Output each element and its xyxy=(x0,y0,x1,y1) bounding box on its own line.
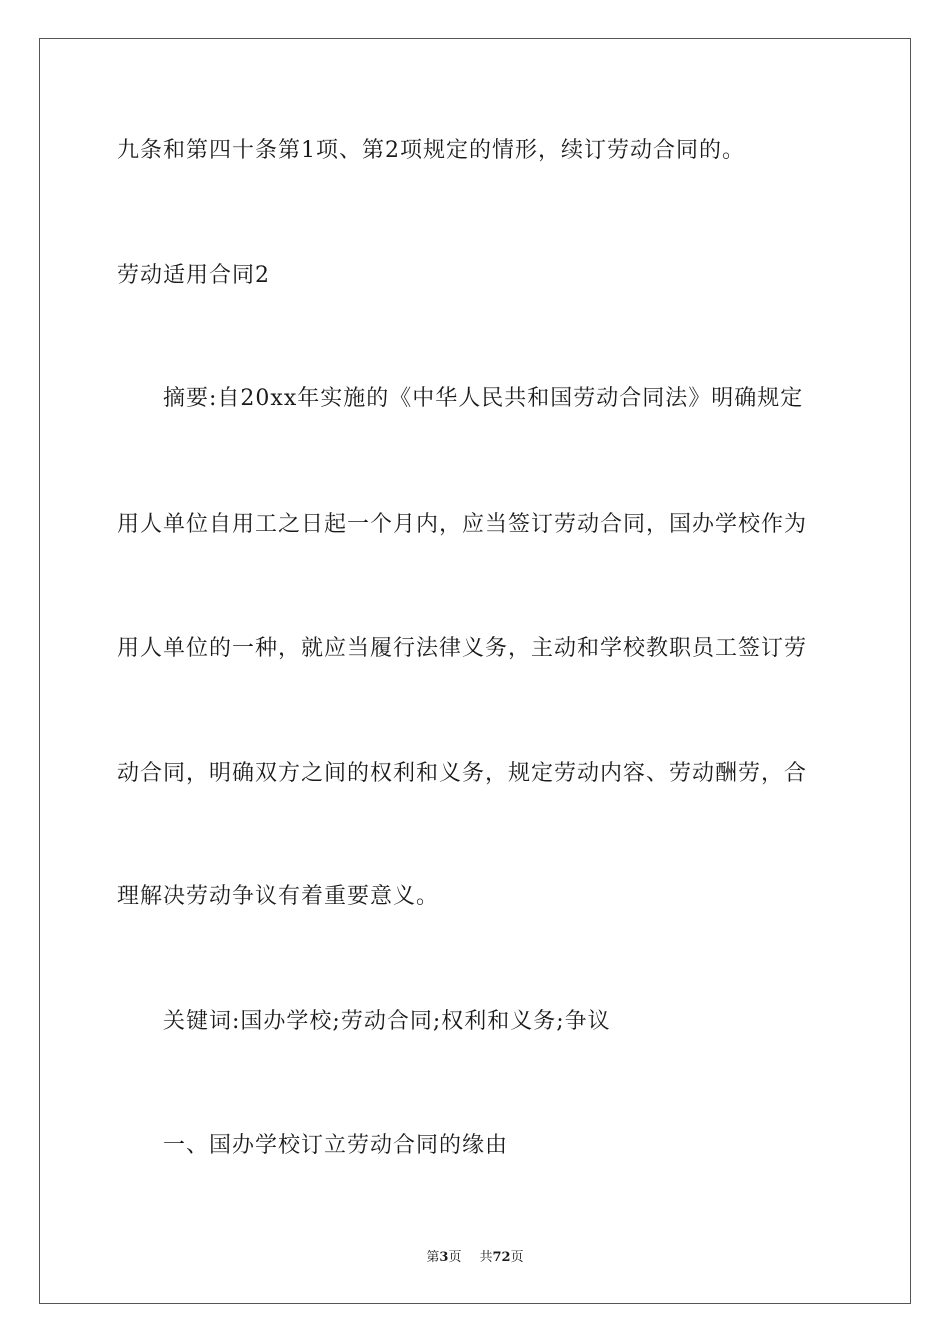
abstract-line-1: 摘要:自20xx年实施的《中华人民共和国劳动合同法》明确规定 xyxy=(163,386,804,411)
footer-page-number: 3 xyxy=(439,1250,449,1265)
abstract-line-3: 用人单位的一种，就应当履行法律义务，主动和学校教职员工签订劳 xyxy=(117,636,808,661)
keywords-line: 关键词:国办学校;劳动合同;权利和义务;争议 xyxy=(163,1009,611,1034)
page-frame xyxy=(39,38,911,1304)
subheading-line: 一、国办学校订立劳动合同的缘由 xyxy=(163,1133,509,1158)
abstract-line-5: 理解决劳动争议有着重要意义。 xyxy=(117,884,440,909)
footer-total-suffix: 页 xyxy=(510,1250,524,1265)
abstract-line-4: 动合同，明确双方之间的权利和义务，规定劳动内容、劳动酬劳，合 xyxy=(117,761,808,786)
footer-page-suffix: 页 xyxy=(448,1250,462,1265)
page-footer xyxy=(0,1246,950,1265)
footer-total-pages: 72 xyxy=(492,1250,511,1265)
section-heading: 劳动适用合同2 xyxy=(117,263,270,288)
abstract-line-2: 用人单位自用工之日起一个月内，应当签订劳动合同，国办学校作为 xyxy=(117,512,808,537)
footer-total-prefix: 共 xyxy=(479,1250,493,1265)
footer-page-prefix: 第 xyxy=(426,1250,440,1265)
body-line-1: 九条和第四十条第1项、第2项规定的情形，续订劳动合同的。 xyxy=(117,138,745,163)
